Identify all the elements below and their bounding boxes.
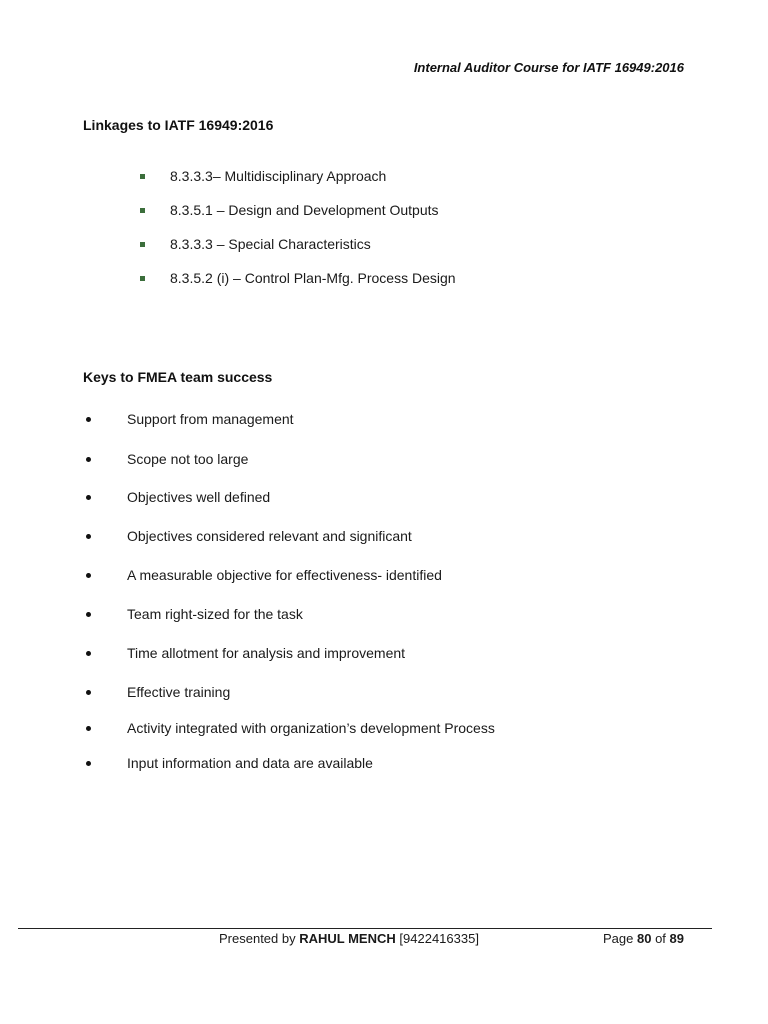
square-bullet-icon bbox=[140, 174, 145, 179]
footer-divider bbox=[18, 928, 712, 929]
round-bullet-icon bbox=[86, 495, 91, 500]
key-item-text: Objectives well defined bbox=[127, 489, 271, 505]
keys-heading: Keys to FMEA team success bbox=[83, 369, 273, 385]
presenter-name: RAHUL MENCH bbox=[299, 931, 396, 946]
linkage-item-text: 8.3.3.3– Multidisciplinary Approach bbox=[170, 168, 387, 184]
round-bullet-icon bbox=[86, 761, 91, 766]
presenter-phone: [9422416335] bbox=[399, 931, 479, 946]
key-item bbox=[83, 411, 294, 427]
key-item-text: Input information and data are available bbox=[127, 755, 373, 771]
key-item bbox=[83, 684, 230, 700]
current-page: 80 bbox=[636, 931, 652, 946]
round-bullet-icon bbox=[86, 457, 91, 462]
key-item bbox=[83, 606, 303, 622]
square-bullet-icon bbox=[140, 242, 145, 247]
round-bullet-icon bbox=[86, 417, 91, 422]
key-item-text: Objectives considered relevant and significant bbox=[127, 528, 412, 544]
key-item-text: Scope not too large bbox=[127, 451, 249, 467]
round-bullet-icon bbox=[86, 573, 91, 578]
round-bullet-icon bbox=[86, 726, 91, 731]
linkage-item-text: 8.3.3.3 – Special Characteristics bbox=[170, 236, 371, 252]
linkage-item-text: 8.3.5.2 (i) – Control Plan-Mfg. Process Design bbox=[170, 270, 456, 286]
linkage-item bbox=[140, 236, 456, 270]
footer-page-number bbox=[603, 931, 684, 946]
page-label: Page bbox=[602, 931, 634, 946]
key-item bbox=[83, 720, 495, 736]
linkage-item-text: 8.3.5.1 – Design and Development Outputs bbox=[170, 202, 439, 218]
key-item bbox=[83, 451, 248, 467]
of-label: of bbox=[655, 931, 666, 946]
document-header-title: Internal Auditor Course for IATF 16949:2016 bbox=[413, 60, 684, 75]
key-item-text: Effective training bbox=[127, 684, 231, 700]
linkage-item bbox=[140, 168, 456, 202]
linkage-item bbox=[140, 270, 456, 304]
round-bullet-icon bbox=[86, 651, 91, 656]
total-pages: 89 bbox=[669, 931, 684, 946]
key-item-text: Activity integrated with organization’s development Process bbox=[127, 720, 495, 736]
round-bullet-icon bbox=[86, 612, 91, 617]
key-item bbox=[83, 528, 412, 544]
linkages-heading: Linkages to IATF 16949:2016 bbox=[83, 117, 274, 133]
key-item-text: A measurable objective for effectiveness- identified bbox=[127, 567, 442, 583]
presented-by-label: Presented by bbox=[219, 931, 296, 946]
square-bullet-icon bbox=[140, 276, 145, 281]
key-item-text: Support from management bbox=[127, 411, 294, 427]
key-item bbox=[83, 489, 270, 505]
round-bullet-icon bbox=[86, 690, 91, 695]
key-item bbox=[83, 567, 442, 583]
key-item bbox=[83, 755, 373, 771]
key-item-text: Team right-sized for the task bbox=[127, 606, 303, 622]
footer-presenter bbox=[219, 931, 479, 946]
round-bullet-icon bbox=[86, 534, 91, 539]
key-item bbox=[83, 645, 405, 661]
key-item-text: Time allotment for analysis and improvement bbox=[127, 645, 406, 661]
linkage-item bbox=[140, 202, 456, 236]
linkages-list bbox=[140, 168, 456, 304]
square-bullet-icon bbox=[140, 208, 145, 213]
